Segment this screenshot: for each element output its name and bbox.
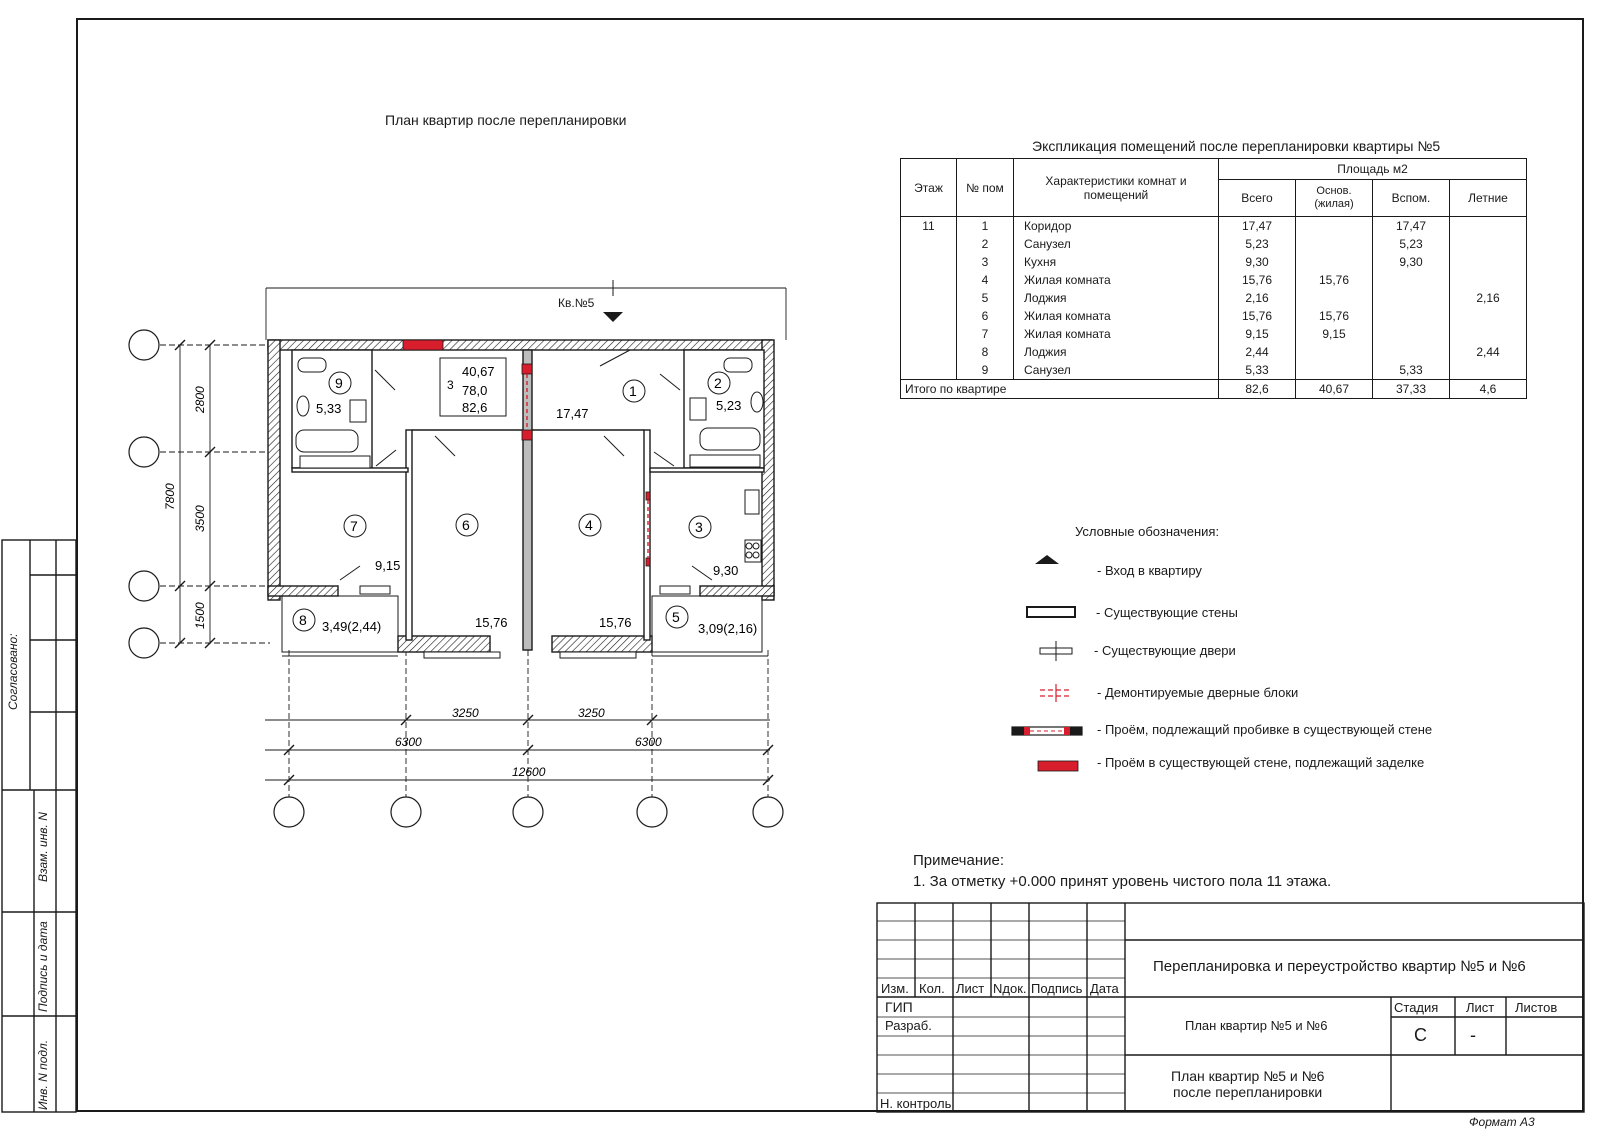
room-7-area: 9,15 <box>375 558 401 573</box>
tb-col-podpis: Подпись <box>1031 981 1083 996</box>
summary-living: 40,67 <box>462 364 495 379</box>
cell-name: Жилая комната <box>1014 307 1219 325</box>
tb-project: Перепланировка и переустройство квартир №5 и №6 <box>1153 958 1526 975</box>
cell-main: 9,15 <box>1296 325 1373 343</box>
total-aux: 37,33 <box>1373 380 1450 399</box>
dim-3250-a: 3250 <box>452 706 479 720</box>
tb-sheets-header: Листов <box>1515 1000 1558 1015</box>
cell-name: Санузел <box>1014 361 1219 380</box>
col-total: Всего <box>1219 180 1296 217</box>
room-5-area: 3,09(2,16) <box>698 621 758 636</box>
cell-name: Санузел <box>1014 235 1219 253</box>
explication-title: Экспликация помещений после перепланировки квартиры №5 <box>1032 138 1441 154</box>
cell-main: 15,76 <box>1296 307 1373 325</box>
col-name: Характеристики комнат и помещений <box>1014 159 1219 217</box>
cell-total: 9,30 <box>1219 253 1296 271</box>
tb-sheet-name: План квартир №5 и №6 <box>1185 1018 1328 1033</box>
cell-name: Лоджия <box>1014 289 1219 307</box>
cell-num: 4 <box>957 271 1014 289</box>
legend-doors: - Существующие двери <box>1094 643 1236 658</box>
room-2-area: 5,23 <box>716 398 742 413</box>
room-4-area: 15,76 <box>599 615 632 630</box>
room-1-area: 17,47 <box>556 406 589 421</box>
cell-name: Кухня <box>1014 253 1219 271</box>
tb-col-kol: Кол. <box>919 981 945 996</box>
dim-2800: 2800 <box>193 386 207 413</box>
tb-sheet: - <box>1470 1025 1476 1045</box>
dim-3500: 3500 <box>193 505 207 532</box>
cell-num: 7 <box>957 325 1014 343</box>
note-text: 1. За отметку +0.000 принят уровень чистого пола 11 этажа. <box>913 873 1332 890</box>
col-num: № пом <box>957 159 1014 217</box>
cell-total: 15,76 <box>1219 271 1296 289</box>
total-label: Итого по квартире <box>901 380 1219 399</box>
stamp-agreed: Согласовано: <box>6 633 20 710</box>
legend-entrance: - Вход в квартиру <box>1097 563 1202 578</box>
cell-name: Жилая комната <box>1014 271 1219 289</box>
total-total: 82,6 <box>1219 380 1296 399</box>
tb-col-izm: Изм. <box>881 981 909 996</box>
cell-num: 6 <box>957 307 1014 325</box>
tb-sheet-header: Лист <box>1466 1000 1495 1015</box>
cell-summer: 2,16 <box>1450 289 1527 307</box>
note-heading: Примечание: <box>913 852 1004 869</box>
col-aux: Вспом. <box>1373 180 1450 217</box>
cell-total: 2,16 <box>1219 289 1296 307</box>
cell-main: 15,76 <box>1296 271 1373 289</box>
legend-title: Условные обозначения: <box>1075 524 1220 539</box>
room-3-area: 9,30 <box>713 563 739 578</box>
dim-7800: 7800 <box>163 483 177 510</box>
tb-drawing-title-2: после перепланировки <box>1173 1084 1323 1100</box>
room-9-num: 9 <box>335 375 343 391</box>
room-5-num: 5 <box>672 609 680 625</box>
cell-aux: 17,47 <box>1373 217 1450 236</box>
cell-total: 17,47 <box>1219 217 1296 236</box>
room-4-num: 4 <box>585 517 593 533</box>
room-3-num: 3 <box>695 519 703 535</box>
summary-total: 78,0 <box>462 383 488 398</box>
room-6-num: 6 <box>462 517 470 533</box>
tb-role-razrab: Разраб. <box>885 1018 932 1033</box>
summary-total-loggias: 82,6 <box>462 400 488 415</box>
cell-aux: 5,23 <box>1373 235 1450 253</box>
legend-closed-opening: - Проём в существующей стене, подлежащий заделке <box>1097 755 1425 770</box>
cell-name: Жилая комната <box>1014 325 1219 343</box>
tb-drawing-title-1: План квартир №5 и №6 <box>1171 1068 1325 1084</box>
dim-12600: 12600 <box>512 765 546 779</box>
tb-col-data: Дата <box>1090 981 1119 996</box>
cell-total: 9,15 <box>1219 325 1296 343</box>
legend-demolished: - Демонтируемые дверные блоки <box>1097 685 1299 700</box>
room-9-area: 5,33 <box>316 401 342 416</box>
summary-index: 3 <box>447 378 454 392</box>
cell-num: 2 <box>957 235 1014 253</box>
apt-label: Кв.№5 <box>558 296 595 310</box>
room-7-num: 7 <box>350 518 358 534</box>
stamp-inv-replace: Взам. инв. N <box>36 812 50 882</box>
cell-floor: 11 <box>901 217 957 236</box>
legend-walls: - Существующие стены <box>1096 605 1238 620</box>
cell-num: 3 <box>957 253 1014 271</box>
tb-col-ndok: Nдок. <box>993 981 1027 996</box>
dim-1500: 1500 <box>193 602 207 629</box>
format-label: Формат А3 <box>1469 1115 1535 1129</box>
cell-num: 9 <box>957 361 1014 380</box>
cell-name: Лоджия <box>1014 343 1219 361</box>
cell-aux: 9,30 <box>1373 253 1450 271</box>
total-main: 40,67 <box>1296 380 1373 399</box>
room-8-area: 3,49(2,44) <box>322 619 382 634</box>
cell-name: Коридор <box>1014 217 1219 236</box>
cell-num: 8 <box>957 343 1014 361</box>
plan-title: План квартир после перепланировки <box>385 112 627 128</box>
dim-6300-b: 6300 <box>635 735 662 749</box>
cell-aux: 5,33 <box>1373 361 1450 380</box>
col-main: Основ. (жилая) <box>1296 180 1373 217</box>
room-6-area: 15,76 <box>475 615 508 630</box>
stamp-sign-date: Подпись и дата <box>36 921 50 1012</box>
cell-total: 5,23 <box>1219 235 1296 253</box>
tb-role-gip: ГИП <box>885 999 913 1015</box>
cell-num: 1 <box>957 217 1014 236</box>
room-2-num: 2 <box>714 375 722 391</box>
room-8-num: 8 <box>299 612 307 628</box>
col-summer: Летние <box>1450 180 1527 217</box>
tb-stage-header: Стадия <box>1394 1000 1439 1015</box>
col-floor: Этаж <box>901 159 957 217</box>
cell-num: 5 <box>957 289 1014 307</box>
dim-3250-b: 3250 <box>578 706 605 720</box>
room-1-num: 1 <box>629 383 637 399</box>
tb-role-nkontrol: Н. контроль <box>880 1096 952 1111</box>
cell-total: 15,76 <box>1219 307 1296 325</box>
cell-total: 2,44 <box>1219 343 1296 361</box>
tb-col-list: Лист <box>956 981 985 996</box>
cell-total: 5,33 <box>1219 361 1296 380</box>
col-area-group: Площадь м2 <box>1219 159 1527 180</box>
tb-stage: С <box>1414 1025 1427 1045</box>
total-summer: 4,6 <box>1450 380 1527 399</box>
stamp-inv-orig: Инв. N подл. <box>36 1039 50 1110</box>
legend-new-opening: - Проём, подлежащий пробивке в существующей стене <box>1097 722 1433 737</box>
dim-6300-a: 6300 <box>395 735 422 749</box>
cell-summer: 2,44 <box>1450 343 1527 361</box>
